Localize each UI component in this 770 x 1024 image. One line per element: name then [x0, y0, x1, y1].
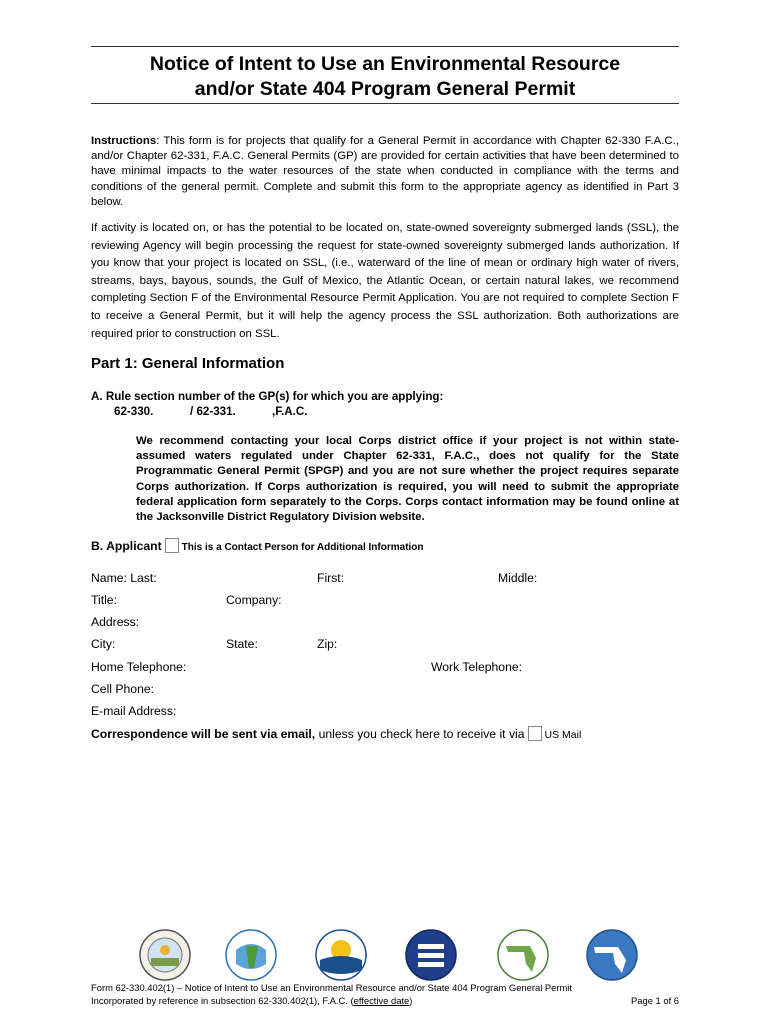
contact-person-checkbox[interactable]	[165, 538, 179, 553]
footer-incorporation-suffix: )	[409, 995, 413, 1006]
contact-person-label: This is a Contact Person for Additional Information	[181, 542, 424, 553]
title-label: Title:	[91, 593, 117, 607]
water-district-logo-icon	[224, 928, 278, 982]
bottom-rule	[91, 103, 679, 104]
footer-incorporation-prefix: Incorporated by reference in subsection 62-330.402(1), F.A.C. (	[91, 995, 354, 1006]
middle-name-label: Middle:	[498, 571, 538, 585]
cell-phone-label: Cell Phone:	[91, 682, 155, 696]
rule-section-fac-label: ,F.A.C.	[272, 405, 308, 418]
page-number: Page 1 of 6	[631, 995, 679, 1006]
city-label: City:	[91, 637, 116, 651]
state-label: State:	[226, 637, 258, 651]
correspondence-text: unless you check here to receive it via	[315, 727, 525, 741]
corps-notice: We recommend contacting your local Corps district office if your project is not within state-assumed waters regulated under Chapter 62-331, F.A.C., does not qualify for the State Programmatic General Permit (SPGP) and you are not sure whether the project requires separate Corps authorization. If Corps authorization is required, you will need to submit the appropriate federal application form separately to the Corps. Corps contact information may be found online at the Jacksonville District Regulatory Division website.	[136, 435, 679, 524]
title-line-2: and/or State 404 Program General Permit	[194, 78, 576, 100]
footer-form-line: Form 62-330.402(1) – Notice of Intent to Use an Environmental Resource and/or State 404 Program General Permit	[91, 982, 572, 993]
correspondence-row	[91, 726, 581, 741]
instructions-label: Instructions	[91, 135, 157, 147]
work-telephone-label: Work Telephone:	[431, 660, 523, 674]
ssl-paragraph: If activity is located on, or has the potential to be located on, state-owned sovereignty submerged lands (SSL), the reviewing Agency will begin processing the request for state-owned sovereignty submerged lands authorization. If you know that your project is located on SSL, (i.e., waterward of the line of mean or ordinary high water of rivers, streams, bays, bayous, sounds, the Gulf of Mexico, the Atlantic Ocean, or certain natural lakes, we recommend completing Section F of the Environmental Resource Permit Application. You are not required to complete Section F to receive a General Permit, but it will help the agency process the SSL authorization. Both authorizations are required prior to construction on SSL.	[91, 222, 679, 340]
page-title	[91, 52, 679, 102]
zip-label: Zip:	[317, 637, 338, 651]
instructions-text: : This form is for projects that qualify for a General Permit in accordance with Chapter 62-330 F.A.C., and/or Chapter 62-331, F.A.C. General Permits (GP) are provided for certain activities that have been determined to have minimal impacts to the water resources of the state when conducted in compliance with the terms and conditions of the general permit. Complete and submit this form to the appropriate agency as identified in Part 3 below.	[91, 135, 679, 208]
home-telephone-label: Home Telephone:	[91, 660, 187, 674]
agency-logos	[0, 928, 770, 986]
email-label: E-mail Address:	[91, 704, 177, 718]
state-map-logo-icon	[585, 928, 639, 982]
navy-district-logo-icon	[404, 928, 458, 982]
rule-section-field-2[interactable]: / 62-331.	[190, 405, 236, 418]
us-mail-checkbox[interactable]	[528, 726, 542, 741]
section-b-label: B. Applicant	[91, 539, 162, 553]
correspondence-bold-text: Correspondence will be sent via email,	[91, 727, 316, 741]
company-label: Company:	[226, 593, 282, 607]
effective-date-link[interactable]: effective date	[353, 995, 410, 1006]
us-mail-label: US Mail	[544, 729, 582, 741]
rule-section-field-1[interactable]: 62-330.	[114, 405, 154, 418]
name-last-label: Name: Last:	[91, 571, 157, 585]
instructions-paragraph	[91, 134, 679, 210]
florida-map-logo-icon	[496, 928, 550, 982]
section-a-label: A. Rule section number of the GP(s) for which you are applying:	[91, 390, 444, 403]
part1-heading: Part 1: General Information	[91, 355, 285, 372]
section-b-row	[91, 538, 424, 553]
address-label: Address:	[91, 615, 140, 629]
seal-logo-icon	[138, 928, 192, 982]
sun-district-logo-icon	[314, 928, 368, 982]
top-rule	[91, 46, 679, 47]
title-line-1: Notice of Intent to Use an Environmental Resource	[149, 53, 621, 75]
first-name-label: First:	[317, 571, 345, 585]
